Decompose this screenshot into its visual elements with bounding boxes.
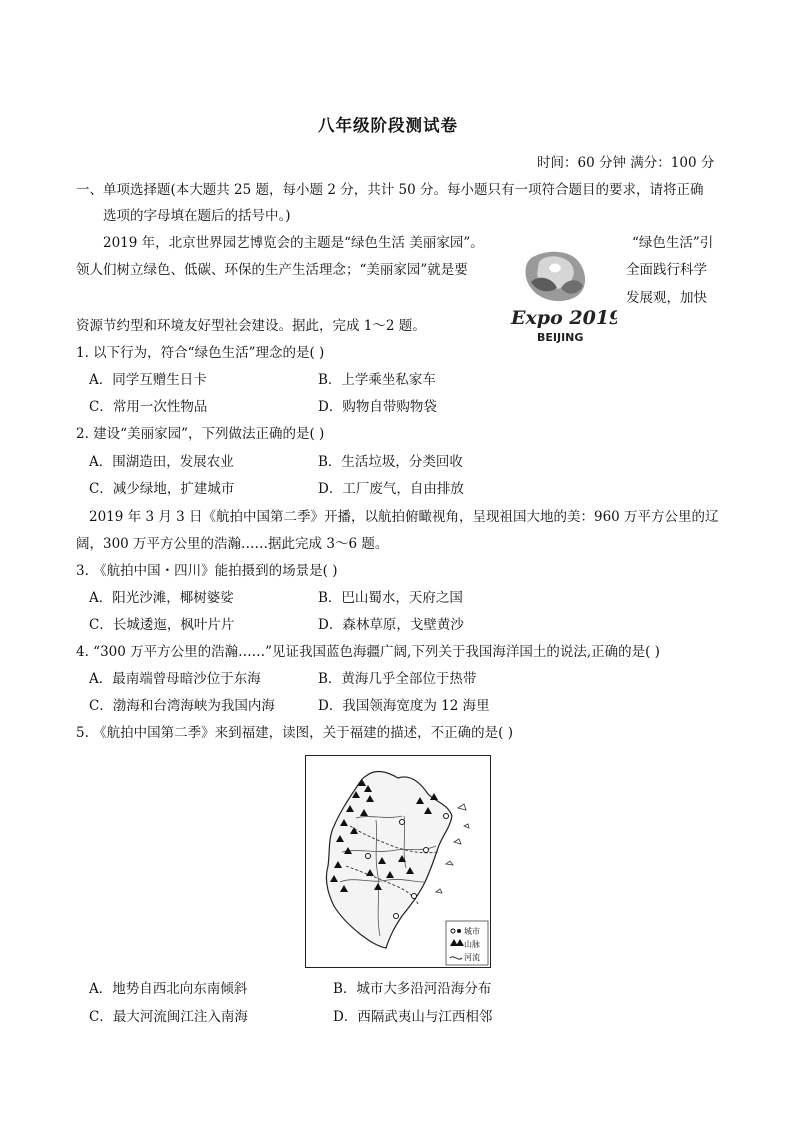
intro2-line1: 2019 年 3 月 3 日《航拍中国第二季》开播，以航拍俯瞰视角，呈现祖国大地的美：960 万平方公里的辽 xyxy=(89,509,719,525)
city-legend-icon xyxy=(451,929,455,933)
page-title: 八年级阶段测试卷 xyxy=(318,116,458,135)
intro1-line1: 2019 年，北京世界园艺博览会的主题是“绿色生活 美丽家园”。 xyxy=(103,235,484,251)
q3-option-d: D．森林草原，戈壁黄沙 xyxy=(318,617,464,633)
question-4: 4. “300 万平方公里的浩瀚……”见证我国蓝色海疆广阔,下列关于我国海洋国土的说法,正确的是( ) xyxy=(76,644,660,660)
logo-city: BEIJING xyxy=(537,331,584,344)
q2-option-d: D．工厂废气，自由排放 xyxy=(318,481,464,497)
q1-option-c: C．常用一次性物品 xyxy=(89,399,208,415)
question-5: 5. 《航拍中国第二季》来到福建，读图，关于福建的描述，不正确的是( ) xyxy=(76,725,513,741)
q5-option-a: A．地势自西北向东南倾斜 xyxy=(89,981,248,997)
q2-option-a: A．围湖造田，发展农业 xyxy=(89,454,234,470)
fujian-map xyxy=(305,755,491,968)
question-1: 1. 以下行为，符合“绿色生活”理念的是( ) xyxy=(76,345,325,361)
q2-option-c: C．减少绿地，扩建城市 xyxy=(89,481,235,497)
flower-icon xyxy=(525,252,585,301)
question-3: 3. 《航拍中国・四川》能拍摄到的场景是( ) xyxy=(76,563,338,579)
intro1-line4: 资源节约型和环境友好型社会建设。据此，完成 1～2 题。 xyxy=(76,318,426,334)
q4-option-b: B．黄海几乎全部位于热带 xyxy=(318,671,477,687)
q1-option-a: A．同学互赠生日卡 xyxy=(89,372,207,388)
q5-option-b: B．城市大多沿河沿海分布 xyxy=(333,981,492,997)
q4-option-d: D．我国领海宽度为 12 海里 xyxy=(318,698,490,714)
city-legend-icon xyxy=(457,929,461,933)
legend-mountain: 山脉 xyxy=(464,940,480,949)
question-2: 2. 建设“美丽家园”，下列做法正确的是( ) xyxy=(76,426,325,442)
q4-option-a: A．最南端曾母暗沙位于东海 xyxy=(89,671,261,687)
intro1-line2-right: 全面践行科学 xyxy=(626,262,707,278)
q5-option-c: C．最大河流闽江注入南海 xyxy=(89,1009,248,1025)
intro1-line2: 领人们树立绿色、低碳、环保的生产生活理念；“美丽家园”就是要 xyxy=(76,262,468,278)
q3-option-b: B．巴山蜀水，天府之国 xyxy=(318,590,463,606)
intro2-line2: 阔，300 万平方公里的浩瀚……据此完成 3～6 题。 xyxy=(76,536,389,552)
q3-option-a: A．阳光沙滩，椰树婆娑 xyxy=(89,590,234,606)
q3-option-c: C．长城逶迤，枫叶片片 xyxy=(89,617,235,633)
section-heading-cont: 选项的字母填在题后的括号中。) xyxy=(103,208,291,224)
intro1-line1-right: “绿色生活”引 xyxy=(632,235,714,251)
legend-river: 河流 xyxy=(464,953,480,962)
legend-city: 城市 xyxy=(464,927,480,936)
exam-meta: 时间：60 分钟 满分：100 分 xyxy=(537,155,715,171)
logo-brand: Expo 2019 xyxy=(511,307,617,329)
intro1-line3-right: 发展观，加快 xyxy=(626,290,707,306)
q1-option-b: B．上学乘坐私家车 xyxy=(318,372,436,388)
section-heading: 一、单项选择题(本大题共 25 题，每小题 2 分，共计 50 分。每小题只有一项符合题目的要求，请将正确 xyxy=(76,182,704,198)
q4-option-c: C．渤海和台湾海峡为我国内海 xyxy=(89,698,275,714)
map-legend xyxy=(446,921,488,965)
q5-option-d: D．西隔武夷山与江西相邻 xyxy=(333,1009,493,1025)
q2-option-b: B．生活垃圾，分类回收 xyxy=(318,454,463,470)
expo-logo xyxy=(505,244,617,344)
q1-option-d: D．购物自带购物袋 xyxy=(318,399,437,415)
